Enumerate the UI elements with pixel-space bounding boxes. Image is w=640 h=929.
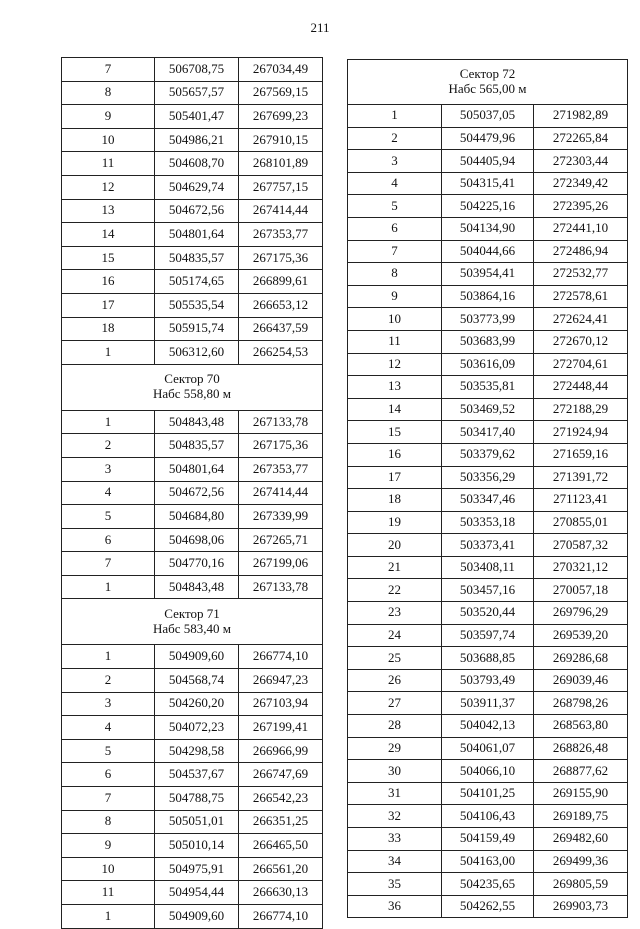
- x-coordinate-cell: 504788,75: [155, 787, 239, 811]
- x-coordinate-cell: 504954,44: [155, 881, 239, 905]
- y-coordinate-cell: 267034,49: [239, 58, 323, 82]
- x-coordinate-cell: 503520,44: [442, 602, 534, 625]
- y-coordinate-cell: 266437,59: [239, 317, 323, 341]
- x-coordinate-cell: 503954,41: [442, 263, 534, 286]
- table-row: [348, 105, 628, 128]
- x-coordinate-cell: 504106,43: [442, 805, 534, 828]
- y-coordinate-cell: 271982,89: [534, 105, 628, 128]
- point-number-cell: 23: [348, 602, 442, 625]
- y-coordinate-cell: 267353,77: [239, 223, 323, 247]
- point-number-cell: 5: [62, 505, 155, 529]
- point-number-cell: 16: [348, 443, 442, 466]
- x-coordinate-cell: 505535,54: [155, 293, 239, 317]
- point-number-cell: 27: [348, 692, 442, 715]
- x-coordinate-cell: 503379,62: [442, 443, 534, 466]
- point-number-cell: 36: [348, 895, 442, 918]
- y-coordinate-cell: 272188,29: [534, 398, 628, 421]
- x-coordinate-cell: 504835,57: [155, 434, 239, 458]
- x-coordinate-cell: 505174,65: [155, 270, 239, 294]
- x-coordinate-cell: 504909,60: [155, 645, 239, 669]
- y-coordinate-cell: 266351,25: [239, 810, 323, 834]
- y-coordinate-cell: 272441,10: [534, 217, 628, 240]
- y-coordinate-cell: 271123,41: [534, 489, 628, 512]
- table-row: [62, 223, 323, 247]
- table-row: [62, 810, 323, 834]
- sector-subtitle: Набс 583,40 м: [152, 620, 232, 636]
- table-row: [348, 556, 628, 579]
- x-coordinate-cell: 504044,66: [442, 240, 534, 263]
- x-coordinate-cell: 504801,64: [155, 457, 239, 481]
- x-coordinate-cell: 504608,70: [155, 152, 239, 176]
- table-row: [348, 828, 628, 851]
- table-row: [62, 552, 323, 576]
- y-coordinate-cell: 272349,42: [534, 172, 628, 195]
- point-number-cell: 2: [348, 127, 442, 150]
- point-number-cell: 10: [348, 308, 442, 331]
- y-coordinate-cell: 267414,44: [239, 199, 323, 223]
- x-coordinate-cell: 504684,80: [155, 505, 239, 529]
- x-coordinate-cell: 504101,25: [442, 782, 534, 805]
- table-row: [62, 293, 323, 317]
- x-coordinate-cell: 503469,52: [442, 398, 534, 421]
- table-row: [348, 760, 628, 783]
- point-number-cell: 11: [62, 152, 155, 176]
- point-number-cell: 21: [348, 556, 442, 579]
- y-coordinate-cell: 269482,60: [534, 828, 628, 851]
- x-coordinate-cell: 505657,57: [155, 81, 239, 105]
- y-coordinate-cell: 267175,36: [239, 434, 323, 458]
- x-coordinate-cell: 504163,00: [442, 850, 534, 873]
- point-number-cell: 10: [62, 857, 155, 881]
- y-coordinate-cell: 268798,26: [534, 692, 628, 715]
- y-coordinate-cell: 271659,16: [534, 443, 628, 466]
- x-coordinate-cell: 506708,75: [155, 58, 239, 82]
- point-number-cell: 7: [62, 58, 155, 82]
- table-row: [62, 505, 323, 529]
- x-coordinate-cell: 503373,41: [442, 534, 534, 557]
- y-coordinate-cell: 267103,94: [239, 692, 323, 716]
- table-row: [62, 128, 323, 152]
- point-number-cell: 5: [348, 195, 442, 218]
- x-coordinate-cell: 504235,65: [442, 873, 534, 896]
- sector-header-row: [348, 60, 628, 105]
- x-coordinate-cell: 503773,99: [442, 308, 534, 331]
- y-coordinate-cell: 269903,73: [534, 895, 628, 918]
- sector-title: Сектор 72: [459, 66, 516, 82]
- point-number-cell: 1: [62, 341, 155, 365]
- table-row: [348, 421, 628, 444]
- table-row: [62, 881, 323, 905]
- table-row: [348, 782, 628, 805]
- x-coordinate-cell: 505037,05: [442, 105, 534, 128]
- table-row: [348, 240, 628, 263]
- table-row: [348, 579, 628, 602]
- point-number-cell: 7: [348, 240, 442, 263]
- table-row: [348, 805, 628, 828]
- point-number-cell: 2: [62, 669, 155, 693]
- x-coordinate-cell: 504986,21: [155, 128, 239, 152]
- x-coordinate-cell: 503793,49: [442, 669, 534, 692]
- table-row: [348, 353, 628, 376]
- point-number-cell: 17: [62, 293, 155, 317]
- y-coordinate-cell: 272448,44: [534, 376, 628, 399]
- point-number-cell: 33: [348, 828, 442, 851]
- y-coordinate-cell: 266774,10: [239, 905, 323, 929]
- point-number-cell: 10: [62, 128, 155, 152]
- point-number-cell: 11: [62, 881, 155, 905]
- point-number-cell: 7: [62, 787, 155, 811]
- table-row: [348, 376, 628, 399]
- y-coordinate-cell: 270587,32: [534, 534, 628, 557]
- point-number-cell: 6: [348, 217, 442, 240]
- y-coordinate-cell: 266630,13: [239, 881, 323, 905]
- table-row: [62, 270, 323, 294]
- table-row: [348, 330, 628, 353]
- y-coordinate-cell: 269039,46: [534, 669, 628, 692]
- y-coordinate-cell: 268877,62: [534, 760, 628, 783]
- sector-title: Сектор 70: [164, 371, 220, 387]
- table-row: [62, 81, 323, 105]
- x-coordinate-cell: 504298,58: [155, 739, 239, 763]
- x-coordinate-cell: 504801,64: [155, 223, 239, 247]
- y-coordinate-cell: 266254,53: [239, 341, 323, 365]
- y-coordinate-cell: 269796,29: [534, 602, 628, 625]
- table-row: [348, 466, 628, 489]
- x-coordinate-cell: 504835,57: [155, 246, 239, 270]
- x-coordinate-cell: 504260,20: [155, 692, 239, 716]
- y-coordinate-cell: 269286,68: [534, 647, 628, 670]
- point-number-cell: 6: [62, 763, 155, 787]
- point-number-cell: 14: [62, 223, 155, 247]
- x-coordinate-cell: 504134,90: [442, 217, 534, 240]
- table-row: [62, 575, 323, 599]
- x-coordinate-cell: 504843,48: [155, 575, 239, 599]
- point-number-cell: 35: [348, 873, 442, 896]
- y-coordinate-cell: 269189,75: [534, 805, 628, 828]
- x-coordinate-cell: 504072,23: [155, 716, 239, 740]
- point-number-cell: 34: [348, 850, 442, 873]
- x-coordinate-cell: 506312,60: [155, 341, 239, 365]
- table-row: [348, 172, 628, 195]
- y-coordinate-cell: 271924,94: [534, 421, 628, 444]
- y-coordinate-cell: 270057,18: [534, 579, 628, 602]
- y-coordinate-cell: 267699,23: [239, 105, 323, 129]
- y-coordinate-cell: 270321,12: [534, 556, 628, 579]
- x-coordinate-cell: 503347,46: [442, 489, 534, 512]
- table-row: [348, 737, 628, 760]
- table-row: [348, 624, 628, 647]
- x-coordinate-cell: 503408,11: [442, 556, 534, 579]
- y-coordinate-cell: 267414,44: [239, 481, 323, 505]
- point-number-cell: 2: [62, 434, 155, 458]
- x-coordinate-cell: 504568,74: [155, 669, 239, 693]
- table-row: [62, 246, 323, 270]
- x-coordinate-cell: 504770,16: [155, 552, 239, 576]
- sector-subtitle: Набс 565,00 м: [448, 81, 527, 96]
- y-coordinate-cell: 266947,23: [239, 669, 323, 693]
- table-row: [62, 645, 323, 669]
- table-row: [348, 647, 628, 670]
- table-row: [348, 217, 628, 240]
- table-row: [62, 410, 323, 434]
- y-coordinate-cell: 267175,36: [239, 246, 323, 270]
- point-number-cell: 32: [348, 805, 442, 828]
- point-number-cell: 9: [62, 105, 155, 129]
- x-coordinate-cell: 504066,10: [442, 760, 534, 783]
- y-coordinate-cell: 272486,94: [534, 240, 628, 263]
- point-number-cell: 12: [62, 175, 155, 199]
- y-coordinate-cell: 266465,50: [239, 834, 323, 858]
- table-row: [62, 105, 323, 129]
- table-row: [348, 398, 628, 421]
- y-coordinate-cell: 269805,59: [534, 873, 628, 896]
- table-row: [348, 669, 628, 692]
- table-row: [62, 481, 323, 505]
- x-coordinate-cell: 504537,67: [155, 763, 239, 787]
- y-coordinate-cell: 272303,44: [534, 150, 628, 173]
- x-coordinate-cell: 504159,49: [442, 828, 534, 851]
- x-coordinate-cell: 505051,01: [155, 810, 239, 834]
- x-coordinate-cell: 504042,13: [442, 715, 534, 738]
- table-row: [62, 175, 323, 199]
- x-coordinate-cell: 503356,29: [442, 466, 534, 489]
- x-coordinate-cell: 503457,16: [442, 579, 534, 602]
- y-coordinate-cell: 272624,41: [534, 308, 628, 331]
- y-coordinate-cell: 272578,61: [534, 285, 628, 308]
- point-number-cell: 22: [348, 579, 442, 602]
- y-coordinate-cell: 267265,71: [239, 528, 323, 552]
- y-coordinate-cell: 267199,06: [239, 552, 323, 576]
- table-row: [62, 692, 323, 716]
- x-coordinate-cell: 504061,07: [442, 737, 534, 760]
- sector-header-cell: [62, 364, 323, 410]
- x-coordinate-cell: 503535,81: [442, 376, 534, 399]
- point-number-cell: 4: [62, 716, 155, 740]
- table-row: [348, 308, 628, 331]
- x-coordinate-cell: 503688,85: [442, 647, 534, 670]
- y-coordinate-cell: 271391,72: [534, 466, 628, 489]
- x-coordinate-cell: 504315,41: [442, 172, 534, 195]
- sector-subtitle: Набс 558,80 м: [152, 386, 232, 402]
- point-number-cell: 26: [348, 669, 442, 692]
- point-number-cell: 14: [348, 398, 442, 421]
- point-number-cell: 4: [348, 172, 442, 195]
- point-number-cell: 1: [62, 905, 155, 929]
- point-number-cell: 18: [62, 317, 155, 341]
- point-number-cell: 15: [62, 246, 155, 270]
- y-coordinate-cell: 266899,61: [239, 270, 323, 294]
- page-number: 211: [310, 20, 330, 35]
- point-number-cell: 25: [348, 647, 442, 670]
- table-row: [62, 669, 323, 693]
- y-coordinate-cell: 266542,23: [239, 787, 323, 811]
- table-row: [62, 857, 323, 881]
- sector-header-cell: [62, 599, 323, 645]
- y-coordinate-cell: 268101,89: [239, 152, 323, 176]
- point-number-cell: 30: [348, 760, 442, 783]
- x-coordinate-cell: 503911,37: [442, 692, 534, 715]
- y-coordinate-cell: 266966,99: [239, 739, 323, 763]
- y-coordinate-cell: 267569,15: [239, 81, 323, 105]
- point-number-cell: 12: [348, 353, 442, 376]
- table-row: [62, 341, 323, 365]
- x-coordinate-cell: 504975,91: [155, 857, 239, 881]
- point-number-cell: 9: [62, 834, 155, 858]
- point-number-cell: 1: [62, 645, 155, 669]
- x-coordinate-cell: 504629,74: [155, 175, 239, 199]
- x-coordinate-cell: 505401,47: [155, 105, 239, 129]
- point-number-cell: 19: [348, 511, 442, 534]
- y-coordinate-cell: 268563,80: [534, 715, 628, 738]
- x-coordinate-cell: 504405,94: [442, 150, 534, 173]
- point-number-cell: 16: [62, 270, 155, 294]
- y-coordinate-cell: 267757,15: [239, 175, 323, 199]
- table-row: [348, 150, 628, 173]
- x-coordinate-cell: 504909,60: [155, 905, 239, 929]
- point-number-cell: 1: [62, 410, 155, 434]
- y-coordinate-cell: 266561,20: [239, 857, 323, 881]
- point-number-cell: 7: [62, 552, 155, 576]
- table-row: [62, 434, 323, 458]
- point-number-cell: 1: [348, 105, 442, 128]
- table-row: [348, 511, 628, 534]
- point-number-cell: 15: [348, 421, 442, 444]
- x-coordinate-cell: 505010,14: [155, 834, 239, 858]
- point-number-cell: 31: [348, 782, 442, 805]
- table-row: [62, 716, 323, 740]
- y-coordinate-cell: 267133,78: [239, 410, 323, 434]
- table-row: [348, 443, 628, 466]
- x-coordinate-cell: 504698,06: [155, 528, 239, 552]
- y-coordinate-cell: 266747,69: [239, 763, 323, 787]
- table-row: [348, 534, 628, 557]
- y-coordinate-cell: 267133,78: [239, 575, 323, 599]
- table-row: [348, 602, 628, 625]
- table-row: [62, 457, 323, 481]
- y-coordinate-cell: 267199,41: [239, 716, 323, 740]
- table-row: [62, 739, 323, 763]
- x-coordinate-cell: 503683,99: [442, 330, 534, 353]
- y-coordinate-cell: 267910,15: [239, 128, 323, 152]
- table-row: [348, 850, 628, 873]
- y-coordinate-cell: 269499,36: [534, 850, 628, 873]
- point-number-cell: 8: [62, 81, 155, 105]
- x-coordinate-cell: 503597,74: [442, 624, 534, 647]
- point-number-cell: 3: [348, 150, 442, 173]
- table-row: [348, 692, 628, 715]
- point-number-cell: 3: [62, 457, 155, 481]
- left-coordinates-table: [61, 57, 323, 929]
- table-row: [62, 58, 323, 82]
- right-coordinates-table: [347, 59, 628, 918]
- table-row: [348, 127, 628, 150]
- point-number-cell: 13: [62, 199, 155, 223]
- point-number-cell: 13: [348, 376, 442, 399]
- y-coordinate-cell: 272704,61: [534, 353, 628, 376]
- point-number-cell: 11: [348, 330, 442, 353]
- point-number-cell: 20: [348, 534, 442, 557]
- point-number-cell: 17: [348, 466, 442, 489]
- table-row: [348, 715, 628, 738]
- table-row: [348, 285, 628, 308]
- table-row: [62, 528, 323, 552]
- x-coordinate-cell: 504262,55: [442, 895, 534, 918]
- point-number-cell: 24: [348, 624, 442, 647]
- y-coordinate-cell: 272265,84: [534, 127, 628, 150]
- point-number-cell: 8: [62, 810, 155, 834]
- y-coordinate-cell: 266774,10: [239, 645, 323, 669]
- y-coordinate-cell: 272395,26: [534, 195, 628, 218]
- x-coordinate-cell: 503353,18: [442, 511, 534, 534]
- x-coordinate-cell: 504843,48: [155, 410, 239, 434]
- table-row: [62, 152, 323, 176]
- y-coordinate-cell: 269539,20: [534, 624, 628, 647]
- point-number-cell: 28: [348, 715, 442, 738]
- table-row: [62, 834, 323, 858]
- x-coordinate-cell: 504672,56: [155, 199, 239, 223]
- sector-title: Сектор 71: [164, 606, 220, 622]
- x-coordinate-cell: 504225,16: [442, 195, 534, 218]
- y-coordinate-cell: 266653,12: [239, 293, 323, 317]
- y-coordinate-cell: 269155,90: [534, 782, 628, 805]
- sector-header-cell: [348, 60, 628, 105]
- table-row: [62, 905, 323, 929]
- y-coordinate-cell: 267353,77: [239, 457, 323, 481]
- x-coordinate-cell: 503417,40: [442, 421, 534, 444]
- table-row: [348, 195, 628, 218]
- table-row: [348, 263, 628, 286]
- point-number-cell: 18: [348, 489, 442, 512]
- point-number-cell: 9: [348, 285, 442, 308]
- x-coordinate-cell: 503616,09: [442, 353, 534, 376]
- y-coordinate-cell: 270855,01: [534, 511, 628, 534]
- point-number-cell: 8: [348, 263, 442, 286]
- table-row: [62, 199, 323, 223]
- x-coordinate-cell: 504672,56: [155, 481, 239, 505]
- table-row: [62, 763, 323, 787]
- table-row: [348, 489, 628, 512]
- point-number-cell: 1: [62, 575, 155, 599]
- table-row: [62, 317, 323, 341]
- x-coordinate-cell: 503864,16: [442, 285, 534, 308]
- y-coordinate-cell: 267339,99: [239, 505, 323, 529]
- point-number-cell: 6: [62, 528, 155, 552]
- point-number-cell: 3: [62, 692, 155, 716]
- sector-header-row: [62, 599, 323, 645]
- table-row: [62, 787, 323, 811]
- table-row: [348, 873, 628, 896]
- point-number-cell: 4: [62, 481, 155, 505]
- y-coordinate-cell: 272532,77: [534, 263, 628, 286]
- y-coordinate-cell: 272670,12: [534, 330, 628, 353]
- point-number-cell: 5: [62, 739, 155, 763]
- y-coordinate-cell: 268826,48: [534, 737, 628, 760]
- table-row: [348, 895, 628, 918]
- x-coordinate-cell: 505915,74: [155, 317, 239, 341]
- sector-header-row: [62, 364, 323, 410]
- x-coordinate-cell: 504479,96: [442, 127, 534, 150]
- point-number-cell: 29: [348, 737, 442, 760]
